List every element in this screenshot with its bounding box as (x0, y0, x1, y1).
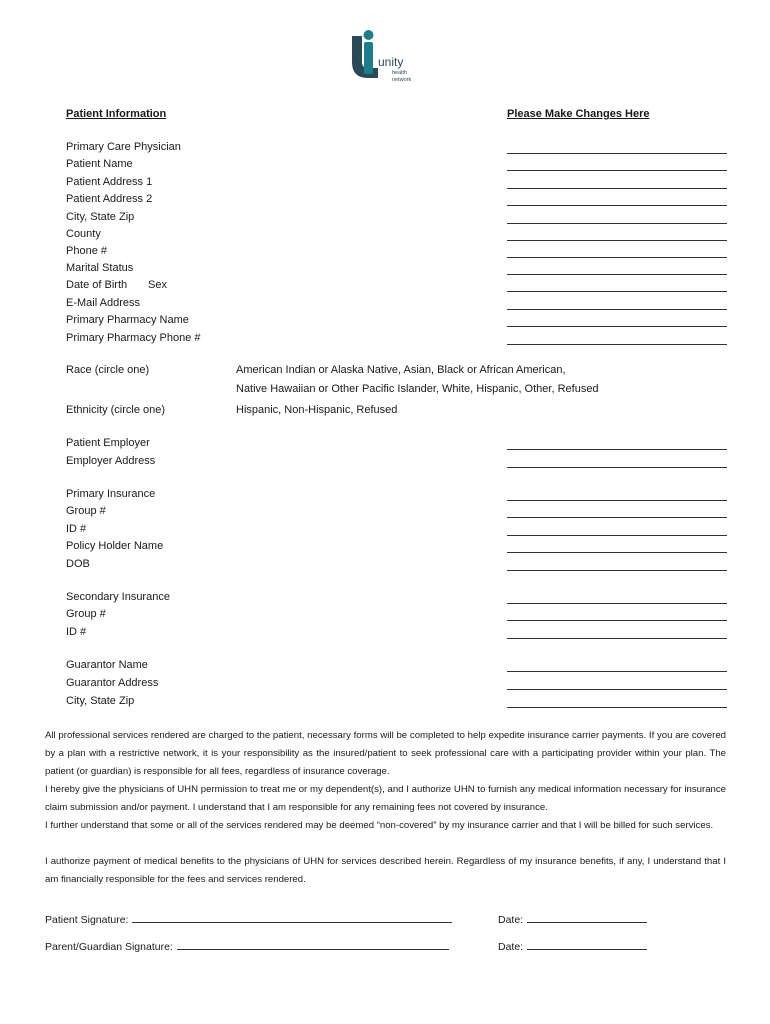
label-primary-pharmacy-name: Primary Pharmacy Name (66, 314, 189, 326)
field-line-secondary-id[interactable] (507, 638, 727, 639)
field-line-patient-employer[interactable] (507, 449, 727, 450)
label-primary-pharmacy-phone: Primary Pharmacy Phone # (66, 332, 201, 344)
label-policy-holder-name: Policy Holder Name (66, 540, 164, 552)
label-primary-insurance: Primary Insurance (66, 488, 156, 500)
field-line-dob[interactable] (507, 570, 727, 571)
label-primary-group: Group # (66, 505, 106, 517)
label-ethnicity: Ethnicity (circle one) (66, 404, 166, 416)
field-line-employer-address[interactable] (507, 467, 727, 468)
label-marital-status: Marital Status (66, 262, 134, 274)
label-primary-id: ID # (66, 523, 87, 535)
label-guarantor-address: Guarantor Address (66, 677, 159, 689)
field-line-primary-insurance[interactable] (507, 500, 727, 501)
logo-text-health: health (392, 70, 407, 76)
race-options-line-1[interactable]: American Indian or Alaska Native, Asian, Black or African American, (236, 364, 566, 376)
patient-signature-line[interactable] (132, 922, 452, 923)
paragraph-non-covered-services: I further understand that some or all of the services rendered may be deemed “non-covered” by my insurance carrier and that I will be billed for such services. (45, 820, 714, 831)
field-line-primary-care-physician[interactable] (507, 153, 727, 154)
race-options-line-2[interactable]: Native Hawaiian or Other Pacific Islander, White, Hispanic, Other, Refused (236, 383, 599, 395)
guardian-date-label: Date: (498, 941, 524, 953)
label-secondary-id: ID # (66, 626, 87, 638)
paragraph-payment-terms: All professional services rendered are charged to the patient, necessary forms will be completed to help expedite insurance carrier payments. If you are covered by a plan with a restrictive network, it is your responsibility as the insured/patient to seek professional care with a participating provider within your plan. The patient (or guardian) is responsible for all fees, regardless of insurance coverage. (45, 730, 726, 777)
field-line-city-state-zip[interactable] (507, 223, 727, 224)
label-employer-address: Employer Address (66, 455, 156, 467)
paragraph-treatment-permission: I hereby give the physicians of UHN permission to treat me or my dependent(s), and I authorize UHN to furnish any medical information necessary for insurance claim submission and/or payment. I understand that I am responsible for any remaining fees not covered by insurance. (45, 784, 726, 813)
field-line-patient-address-1[interactable] (507, 188, 727, 189)
patient-date-line[interactable] (527, 922, 647, 923)
field-line-date-of-birth[interactable] (507, 291, 727, 292)
label-county: County (66, 228, 101, 240)
label-patient-name: Patient Name (66, 158, 133, 170)
label-guarantor-city-state-zip: City, State Zip (66, 695, 135, 707)
field-line-policy-holder-name[interactable] (507, 552, 727, 553)
label-secondary-insurance: Secondary Insurance (66, 591, 170, 603)
guardian-date-row (498, 941, 647, 953)
field-line-patient-name[interactable] (507, 170, 727, 171)
label-primary-care-physician: Primary Care Physician (66, 141, 181, 153)
label-dob: DOB (66, 558, 90, 570)
label-secondary-group: Group # (66, 608, 106, 620)
field-line-marital-status[interactable] (507, 274, 727, 275)
logo-text-unity: unity (378, 55, 404, 69)
label-phone: Phone # (66, 245, 107, 257)
please-make-changes-heading: Please Make Changes Here (507, 108, 650, 120)
guardian-signature-label: Parent/Guardian Signature: (45, 941, 173, 953)
patient-information-heading: Patient Information (66, 108, 167, 120)
field-line-pharmacy-phone[interactable] (507, 344, 727, 345)
field-line-phone[interactable] (507, 257, 727, 258)
paragraph-benefits-authorization: I authorize payment of medical benefits to the physicians of UHN for services described herein. Regardless of my insurance benefits, if any, I understand that I am financially responsible for the fees and services rendered. (45, 856, 726, 885)
patient-date-row (498, 914, 647, 926)
field-line-email-address[interactable] (507, 309, 727, 310)
label-guarantor-name: Guarantor Name (66, 659, 148, 671)
field-line-pharmacy-name[interactable] (507, 326, 727, 327)
guardian-signature-line[interactable] (177, 949, 449, 950)
label-sex: Sex (148, 279, 167, 291)
label-race: Race (circle one) (66, 364, 150, 376)
field-line-secondary-group[interactable] (507, 620, 727, 621)
patient-signature-label: Patient Signature: (45, 914, 129, 926)
guardian-date-line[interactable] (527, 949, 647, 950)
label-date-of-birth: Date of Birth (66, 279, 128, 291)
field-line-guarantor-city-state-zip[interactable] (507, 707, 727, 708)
label-patient-employer: Patient Employer (66, 437, 150, 449)
field-line-county[interactable] (507, 240, 727, 241)
patient-date-label: Date: (498, 914, 524, 926)
guardian-signature-row (45, 941, 449, 953)
label-patient-address-1: Patient Address 1 (66, 176, 153, 188)
patient-signature-row (45, 914, 452, 926)
label-city-state-zip: City, State Zip (66, 211, 135, 223)
logo-text-network: network (392, 77, 412, 83)
label-patient-address-2: Patient Address 2 (66, 193, 153, 205)
field-line-guarantor-address[interactable] (507, 689, 727, 690)
field-line-guarantor-name[interactable] (507, 671, 727, 672)
label-email-address: E-Mail Address (66, 297, 140, 309)
field-line-patient-address-2[interactable] (507, 205, 727, 206)
ethnicity-options[interactable]: Hispanic, Non-Hispanic, Refused (236, 404, 398, 416)
field-line-primary-id[interactable] (507, 535, 727, 536)
field-line-primary-group[interactable] (507, 517, 727, 518)
field-line-secondary-insurance[interactable] (507, 603, 727, 604)
